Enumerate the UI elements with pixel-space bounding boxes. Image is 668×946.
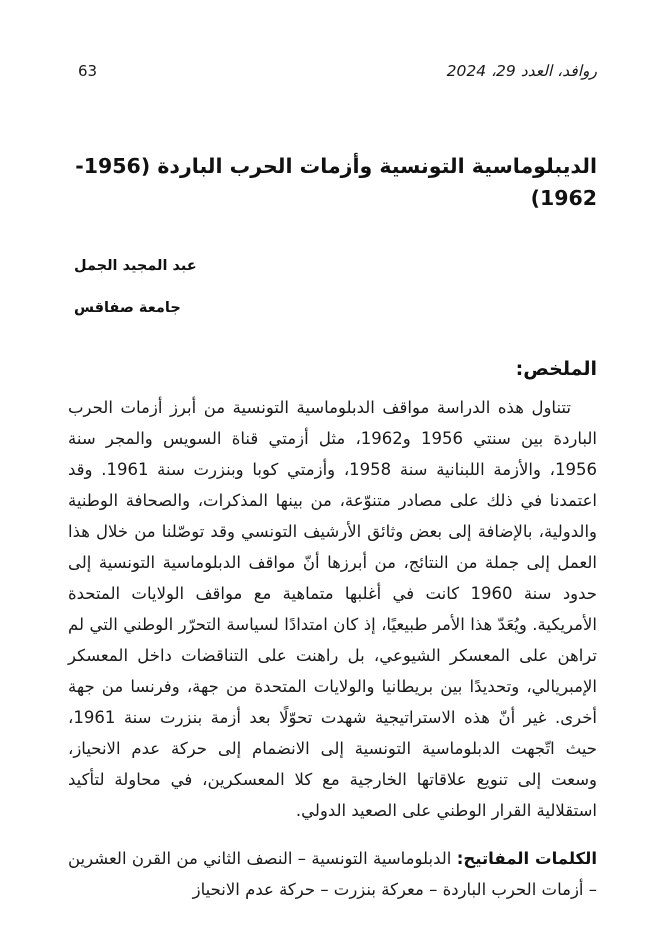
abstract-heading: الملخص:	[515, 358, 597, 380]
keywords-paragraph	[68, 843, 597, 905]
author-name: عبد المجيد الجمل	[74, 258, 197, 274]
article-title: الديبلوماسية التونسية وأزمات الحرب الباردة (1956-1962)	[75, 154, 597, 210]
keywords-text: الدبلوماسية التونسية – النصف الثاني من القرن العشرين – أزمات الحرب الباردة – معركة بنزرت – حركة عدم الانحياز	[68, 848, 597, 899]
keywords-label: الكلمات المفاتيح:	[456, 848, 598, 868]
page-number: 63	[78, 62, 98, 80]
journal-issue-line: روافد، العدد 29، 2024	[446, 62, 597, 80]
author-affiliation: جامعة صفاقس	[74, 300, 181, 316]
abstract-text: تتناول هذه الدراسة مواقف الدبلوماسية التونسية من أبرز أزمات الحرب الباردة بين سنتي 1956 و1962، مثل أزمتي قناة السويس والمجر سنة 1956، والأزمة اللبنانية سنة 1958، وأزمتي كوبا وبنزرت سنة 1961. وقد اعتمدنا في ذلك على مصادر متنوّعة، من بينها المذكرات، والصحافة الوطنية والدولية، بالإضافة إلى بعض وثائق الأرشيف التونسي وقد توصّلنا من خلال هذا العمل إلى جملة من النتائج، من أبرزها أنّ مواقف الدبلوماسية التونسية إلى حدود سنة 1960 كانت في أغلبها متماهية مع مواقف الولايات المتحدة الأمريكية. ويُعَدّ هذا الأمر طبيعيًا، إذ كان امتدادًا لسياسة التحرّر الوطني التي لم تراهن على المعسكر الشيوعي، بل راهنت على التناقضات داخل المعسكر الإمبريالي، وتحديدًا بين بريطانيا والولايات المتحدة من جهة، وفرنسا من جهة أخرى. غير أنّ هذه الاستراتيجية شهدت تحوّلًا بعد أزمة بنزرت سنة 1961، حيث اتّجهت الدبلوماسية التونسية إلى الانضمام إلى حركة عدم الانحياز، وسعت إلى تنويع علاقاتها الخارجية مع كلا المعسكرين، في محاولة لتأكيد استقلالية القرار الوطني على الصعيد الدولي.	[68, 398, 598, 820]
page-header	[68, 62, 597, 80]
